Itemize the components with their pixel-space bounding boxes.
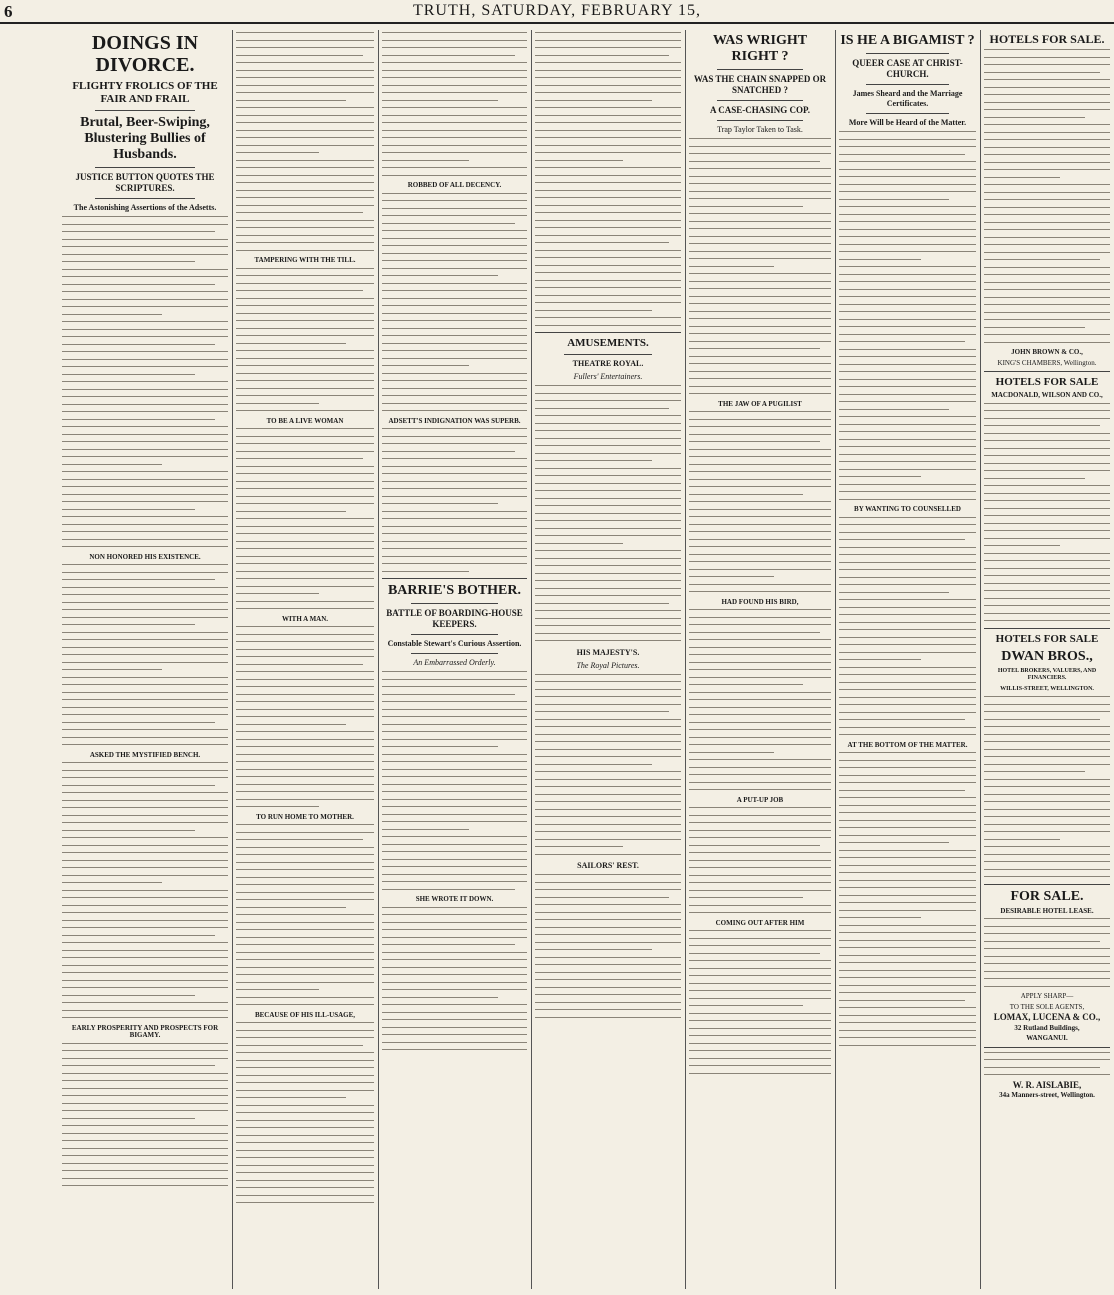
section-head: THE JAW OF A PUGILIST [718,399,802,408]
section-head: HAD FOUND HIS BIRD, [721,597,799,606]
subheadline: Fullers' Entertainers. [573,372,643,381]
section-head: EARLY PROSPERITY AND PROSPECTS FOR BIGAMY. [71,1023,219,1039]
article-column-4 [535,30,681,1291]
article-bigamist-body [839,30,976,1291]
masthead-rule [0,22,1114,24]
agent-name: LOMAX, LUCENA & CO., [993,1012,1101,1022]
subheadline: Brutal, Beer-Swiping, Blustering Bullies of Husbands. [80,115,210,162]
subheadline: A CASE-CHASING COP. [710,105,810,115]
section-head: ADSETT'S INDIGNATION WAS SUPERB. [388,416,521,425]
section-head: HOTELS FOR SALE. [989,32,1105,46]
agent-name: W. R. AISLABIE, [1012,1079,1082,1090]
subheadline: FLIGHTY FROLICS OF THE FAIR AND FRAIL [72,80,218,105]
section-head: TO BE A LIVE WOMAN [266,416,344,425]
agent-name: JOHN BROWN & CO., [1011,348,1083,356]
section-head: NON HONORED HIS EXISTENCE. [89,552,201,561]
section-head: COMING OUT AFTER HIM [715,918,805,927]
article-was-wright-right [689,30,831,1291]
agent-address: 32 Rutland Buildings, [1014,1023,1080,1032]
column-divider [835,30,836,1289]
section-head: BECAUSE OF HIS ILL-USAGE, [254,1010,356,1019]
column-divider [378,30,379,1289]
subheadline: THEATRE ROYAL. [572,359,644,368]
subheadline: QUEER CASE AT CHRIST-CHURCH. [852,58,963,79]
agent-name: DWAN BROS., [1001,648,1093,664]
subheadline: The Astonishing Assertions of the Adsetts. [73,203,217,212]
agent-name: MACDONALD, WILSON AND CO., [991,391,1103,399]
subheadline: WAS THE CHAIN SNAPPED OR SNATCHED ? [693,74,827,95]
agent-town: WANGANUI. [1026,1034,1068,1042]
column-divider [980,30,981,1289]
agent-sub: HOTEL BROKERS, VALUERS, AND FINANCIERS. [997,667,1097,681]
section-head: WITH A MAN. [281,614,329,623]
section-head: AT THE BOTTOM OF THE MATTER. [847,740,968,749]
section-head: DESIRABLE HOTEL LEASE. [1000,906,1094,915]
subheadline: BATTLE OF BOARDING-HOUSE KEEPERS. [386,608,523,629]
article-column-3 [382,30,527,1291]
body-text [62,216,228,547]
subheadline: Trap Taylor Taken to Task. [717,125,803,134]
section-head: ASKED THE MYSTIFIED BENCH. [89,750,201,759]
subheadline: HIS MAJESTY'S. [576,647,640,657]
section-head: BY WANTING TO COUNSELLED [854,505,961,513]
headline: WAS WRIGHT RIGHT ? [712,33,808,64]
article-column-2 [236,30,374,1291]
masthead [0,0,1114,24]
agent-address: WILLIS-STREET, WELLINGTON. [1000,685,1094,692]
headline: BARRIE'S BOTHER. [387,583,522,598]
article-doings-in-divorce [62,30,228,1291]
section-head: ROBBED OF ALL DECENCY. [407,181,502,189]
column-divider [531,30,532,1289]
section-head: FOR SALE. [1010,888,1084,904]
subheadline: The Royal Pictures. [576,660,640,670]
hotels-for-sale-column [984,30,1110,1291]
column-divider [232,30,233,1289]
column-divider [685,30,686,1289]
section-head: HOTELS FOR SALE [995,632,1099,645]
section-head: SHE WROTE IT DOWN. [415,895,494,903]
agent-address: KING'S CHAMBERS, Wellington. [997,358,1097,367]
newspaper-title: TRUTH, SATURDAY, FEBRUARY 15, [412,2,701,19]
agent-address: 34a Manners-street, Wellington. [999,1091,1095,1099]
subheadline: James Sheard and the Marriage Certificates. [852,89,963,108]
headline: AMUSEMENTS. [567,337,649,349]
section-head: TAMPERING WITH THE TILL. [254,256,356,264]
section-head: TO RUN HOME TO MOTHER. [256,812,354,821]
subheadline: An Embarrassed Orderly. [413,658,496,667]
subheadline: Constable Stewart's Curious Assertion. [387,639,522,648]
headline: IS HE A BIGAMIST ? [840,33,975,48]
apply-to: TO THE SOLE AGENTS, [1009,1002,1085,1011]
section-head: HOTELS FOR SALE [995,376,1099,388]
subheadline: More Will be Heard of the Matter. [848,118,967,127]
subheadline: SAILORS' REST. [577,861,639,870]
apply-text: APPLY SHARP— [1020,992,1074,1000]
subheadline: JUSTICE BUTTON QUOTES THE SCRIPTURES. [75,172,215,193]
page-number: 6 [4,2,13,21]
section-head: A PUT-UP JOB [736,795,784,804]
headline: DOINGS IN DIVORCE. [91,32,199,76]
